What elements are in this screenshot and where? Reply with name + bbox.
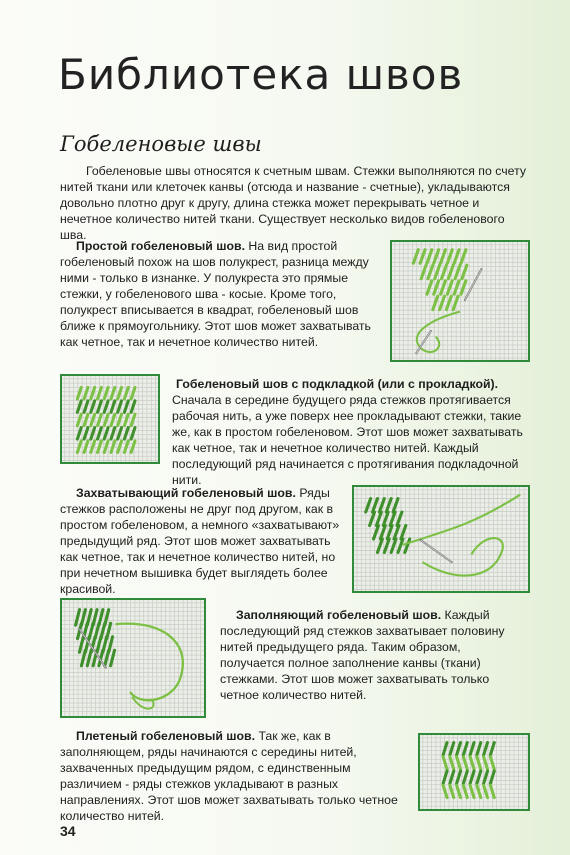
photo-simple-stitch [390,240,530,362]
stitch-5-text: Так же, как в заполняющем, ряды начинаются с середины нитей, захваченных предыдущим рядом, с единственным различием - ряды стежков укладывают в разных направлениях. Этот шов может захватывать только четное количество нитей. [60,729,398,823]
section-title: Гобеленовые швы [60,132,262,156]
photo-padded-stitch-image [62,376,158,462]
stitch-1-text: На вид простой гобеленовый похож на шов полукрест, разница между ними - только в изнанке. У полукреста это прямые стежки, у гобеленового шва - косые. Кроме того, полукрест вписывается в квадрат, гобеленовый шов ближе к прямоугольнику. Этот шов может захватывать как четное, так и нечетное количество нитей. [60,239,371,349]
photo-woven-stitch [418,733,530,811]
stitch-2-text: Сначала в середине будущего ряда стежков протягивается рабочая нить, а уже поверх нее прокладывают стежки, такие же, как в простом гобеленовом. Этот шов может захватывать как четное, так и нечетное количество нитей. Каждый последующий ряд начинается с протягивания подкладочной нити. [172,393,523,487]
page-number: 34 [60,823,76,839]
photo-filling-stitch-image [62,600,204,716]
stitch-5-title: Плетеный гобеленовый шов. [76,729,256,743]
intro-paragraph: Гобеленовые швы относятся к счетным швам. Стежки выполняются по счету нитей ткани или клеточек канвы (отсюда и название - счетные), укладываются довольно плотно друг к другу, длина стежка может перекрывать четное и нечетное количество нитей ткани. Существует несколько видов гобеленового шва. [60,164,526,242]
stitch-3-paragraph [60,485,344,597]
photo-padded-stitch [60,374,160,464]
page-title: Библиотека швов [58,50,464,99]
stitch-2-title: Гобеленовый шов с подкладкой (или с прокладкой). [176,377,499,391]
stitch-2-paragraph [172,376,528,488]
stitch-5-paragraph [60,728,408,824]
stitch-3-title: Захватывающий гобеленовый шов. [76,486,296,500]
stitch-1-paragraph [60,238,378,350]
stitch-1-title: Простой гобеленовый шов. [76,239,245,253]
photo-simple-stitch-image [392,242,528,360]
stitch-3-text: Ряды стежков расположены не друг под другом, как в простом гобеленовом, а немного «захватывают» предыдущий ряд. Этот шов может захватывать как четное, так и нечетное количество нитей, но при нечетном вышивка будет выглядеть более красивой. [60,486,340,596]
stitch-4-text: Каждый последующий ряд стежков захватывает половину нитей предыдущего ряда. Таким образом, получается полное заполнение канвы (ткани) стежками. Этот шов может захватывать только четное количество нитей. [220,608,505,702]
photo-encroaching-stitch [352,485,530,593]
stitch-4-paragraph [220,607,528,703]
photo-woven-stitch-image [420,735,528,809]
stitch-4-title: Заполняющий гобеленовый шов. [236,608,442,622]
photo-filling-stitch [60,598,206,718]
photo-encroaching-stitch-image [354,487,528,591]
